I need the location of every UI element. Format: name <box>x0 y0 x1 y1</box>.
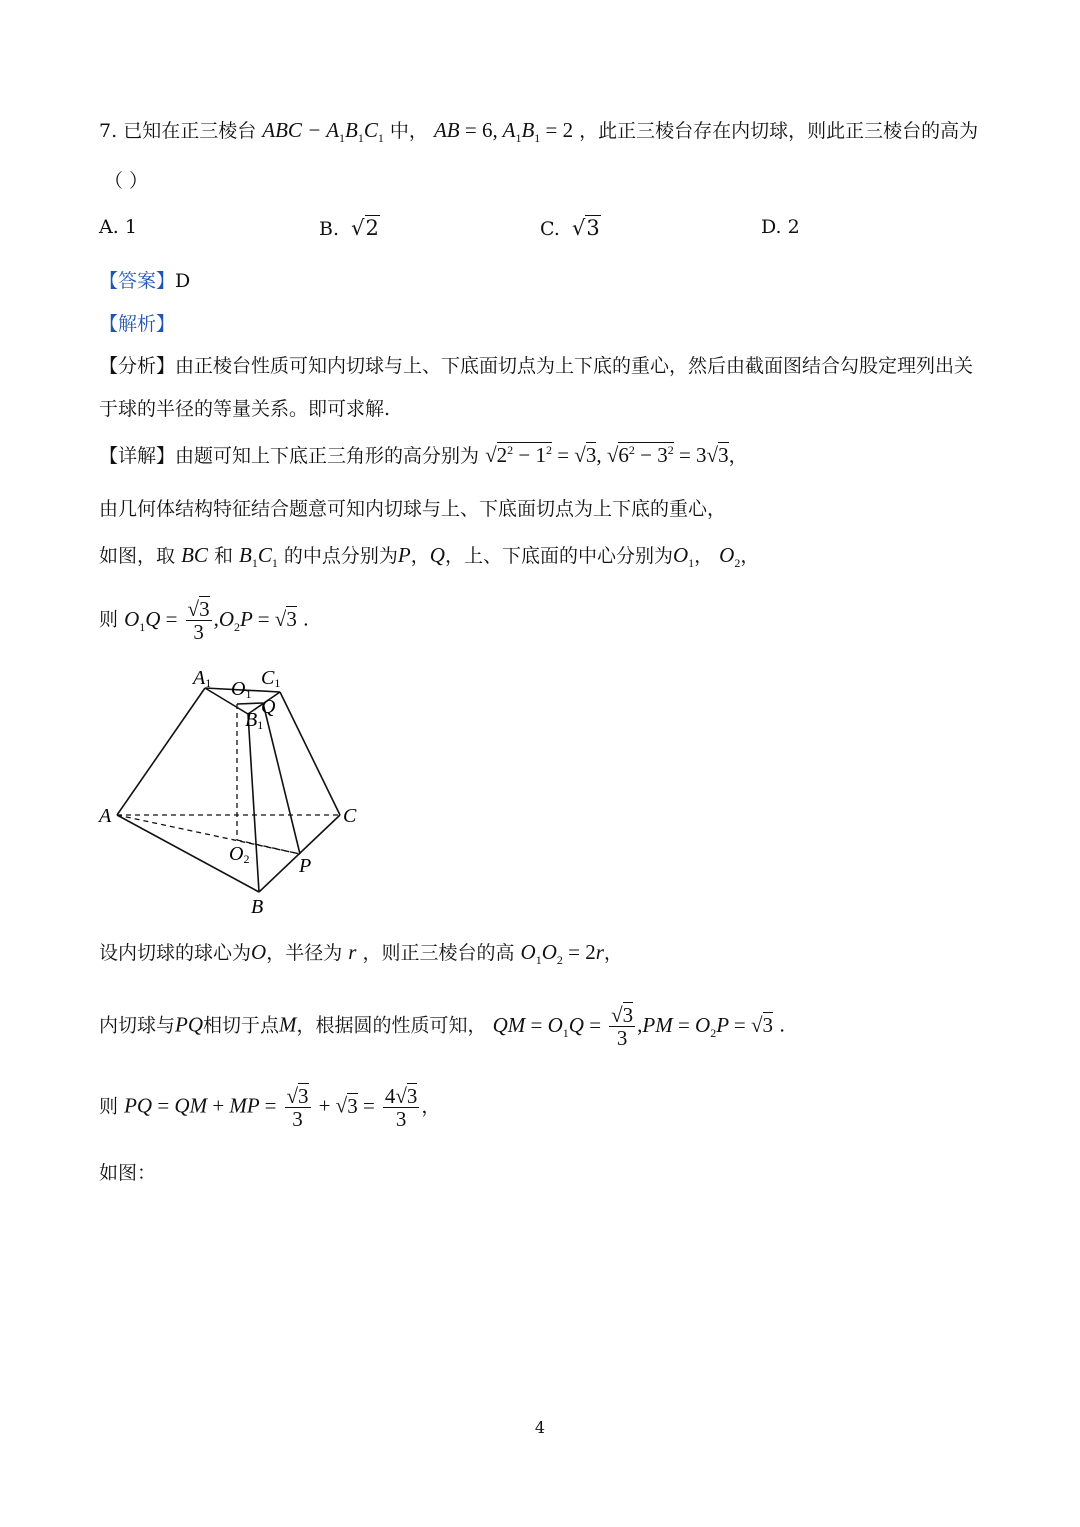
label-a1: A1 <box>193 667 212 690</box>
question-stem <box>99 116 978 146</box>
analysis-tag: 【解析】 <box>99 313 176 335</box>
label-p: P <box>299 855 312 877</box>
detail-line-5: 设内切球的球心为O，半径为 r ，则正三棱台的高 $O_1O_2 = 2r$， <box>99 940 623 968</box>
answer-value: D <box>175 270 191 292</box>
option-a: A. 1 <box>99 216 137 238</box>
detail-line-4: 则 $O_1Q$ = $\frac{√3}{3}$ $,O_2P = √3$ . <box>99 597 309 644</box>
edge-c-c1 <box>280 692 340 815</box>
option-b: B. √2 <box>319 216 379 240</box>
fenxi-line-2: 于球的半径的等量关系。即可求解. <box>99 398 391 420</box>
detail-line-7: 则 PQ = QM + MP = $\frac{√3}{3}$ + √3 = $\frac{4√3}{3}$ ， <box>99 1084 441 1131</box>
answer-paren: （ ） <box>104 170 149 192</box>
detail-line-8: 如图： <box>99 1162 157 1184</box>
stem-suffix: ，此正三棱台存在内切球，则此正三棱台的高为 <box>579 120 979 142</box>
label-a: A <box>99 805 112 827</box>
detail-line-3: 如图，取 BC 和 $B_1C_1$ 的中点分别为P，Q，上、下底面的中心分别为$O_1$， $O_2$， <box>99 543 760 571</box>
stem-mid: 中， <box>389 120 428 142</box>
detail-tag: 【详解】 <box>99 445 176 467</box>
label-o1: O1 <box>231 678 252 701</box>
stem-prefix: 已知在正三棱台 <box>123 120 257 142</box>
segment-o1-q <box>237 703 263 704</box>
question-number: 7. <box>99 120 118 142</box>
segment-p-q <box>263 703 300 854</box>
detail-line-6: 内切球与PQ相切于点M，根据圆的性质可知， QM = $O_1Q$ = $\frac{√3}{3}$ $,PM = O_2P = √3$ . <box>99 1003 786 1050</box>
fenxi-line-1: 【分析】由正棱台性质可知内切球与上、下底面切点为上下底的重心，然后由截面图结合勾股定理列出关 <box>99 355 974 377</box>
frustum-name: ABC − $A_1B_1C_1$ <box>262 118 384 146</box>
label-q: Q <box>261 696 276 718</box>
detail-line-2: 由几何体结构特征结合题意可知内切球与上、下底面切点为上下底的重心， <box>99 498 727 520</box>
given-lengths: AB = 6, $A_1B_1 = 2$ <box>433 118 574 146</box>
option-d: D. 2 <box>761 216 800 238</box>
answer-line <box>99 266 190 293</box>
label-b1: B1 <box>245 709 264 732</box>
label-b: B <box>251 896 264 918</box>
frustum-figure <box>95 662 375 922</box>
detail-line-1: 【详解】由题可知上下底正三角形的高分别为 $√2^2 - 1^2 = √3$, $√6^2 - 3^2 = 3√3$， <box>99 443 748 467</box>
fenxi-tag: 【分析】 <box>99 355 176 377</box>
option-c: C. √3 <box>540 216 600 240</box>
label-c: C <box>343 805 357 827</box>
label-c1: C1 <box>261 667 281 690</box>
edge-a-a1 <box>117 688 205 815</box>
edge-b-b1 <box>248 714 259 892</box>
answer-tag: 【答案】 <box>99 270 176 292</box>
page-number: 4 <box>534 1418 546 1437</box>
label-o2: O2 <box>229 843 250 866</box>
